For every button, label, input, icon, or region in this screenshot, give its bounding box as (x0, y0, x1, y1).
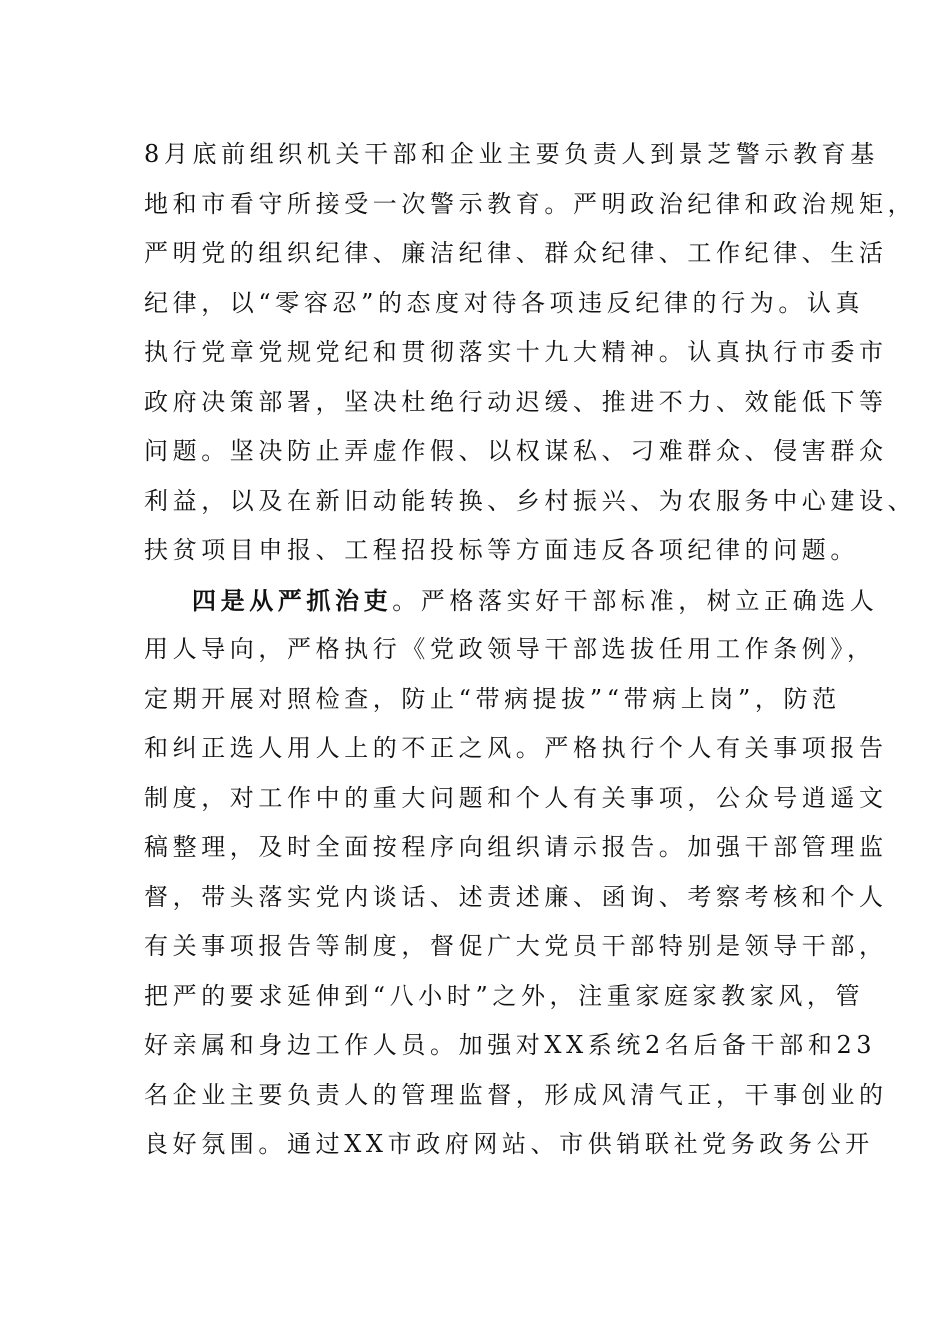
paragraph-2 (144, 576, 888, 1170)
text-line: 好亲属和身边工作人员。加强对XX系统2名后备干部和23 (144, 1031, 877, 1059)
text-line: 执行党章党规党纪和贯彻落实十九大精神。认真执行市委市 (144, 338, 888, 366)
text-line: 制度，对工作中的重大问题和个人有关事项，公众号逍遥文 (144, 783, 888, 812)
text-line: 定期开展对照检查，防止“带病提拔”“带病上岗”，防范 (144, 684, 841, 713)
text-line: 8月底前组织机关干部和企业主要负责人到景芝警示教育基 (144, 140, 879, 168)
text-line: 把严的要求延伸到“八小时”之外，注重家庭家教家风，管 (144, 981, 865, 1010)
text-line: 良好氛围。通过XX市政府网站、市供销联社党务政务公开 (144, 1130, 874, 1158)
text-line: 扶贫项目申报、工程招投标等方面违反各项纪律的问题。 (144, 536, 859, 564)
text-line: 地和市看守所接受一次警示教育。严明政治纪律和政治规矩， (144, 189, 917, 218)
text-line: 和纠正选人用人上的不正之风。严格执行个人有关事项报告 (144, 734, 888, 762)
text-line: 政府决策部署，坚决杜绝行动迟缓、推进不力、效能低下等 (144, 387, 888, 416)
text-line: 督，带头落实党内谈话、述责述廉、函询、考察考核和个人 (144, 882, 888, 911)
text-line: 名企业主要负责人的管理监督，形成风清气正，干事创业的 (144, 1080, 888, 1109)
text-line-first (144, 576, 879, 626)
paragraph-lead-heading: 四是从严抓治吏 (192, 585, 393, 615)
paragraph-1 (144, 130, 917, 576)
text-line: 问题。坚决防止弄虚作假、以权谋私、刁难群众、侵害群众 (144, 437, 888, 465)
text-line: 用人导向，严格执行《党政领导干部选拔任用工作条例》， (144, 635, 876, 663)
document-body (144, 130, 917, 1170)
text-line: 有关事项报告等制度，督促广大党员干部特别是领导干部， (144, 932, 888, 960)
text-line: 利益，以及在新旧动能转换、乡村振兴、为农服务中心建设、 (144, 486, 917, 515)
text-line: 纪律，以“零容忍”的态度对待各项违反纪律的行为。认真 (144, 288, 865, 317)
text-line: 严明党的组织纪律、廉洁纪律、群众纪律、工作纪律、生活 (144, 239, 888, 267)
text-line: 稿整理，及时全面按程序向组织请示报告。加强干部管理监 (144, 833, 888, 861)
text-line-rest: 。严格落实好干部标准，树立正确选人 (392, 586, 879, 615)
